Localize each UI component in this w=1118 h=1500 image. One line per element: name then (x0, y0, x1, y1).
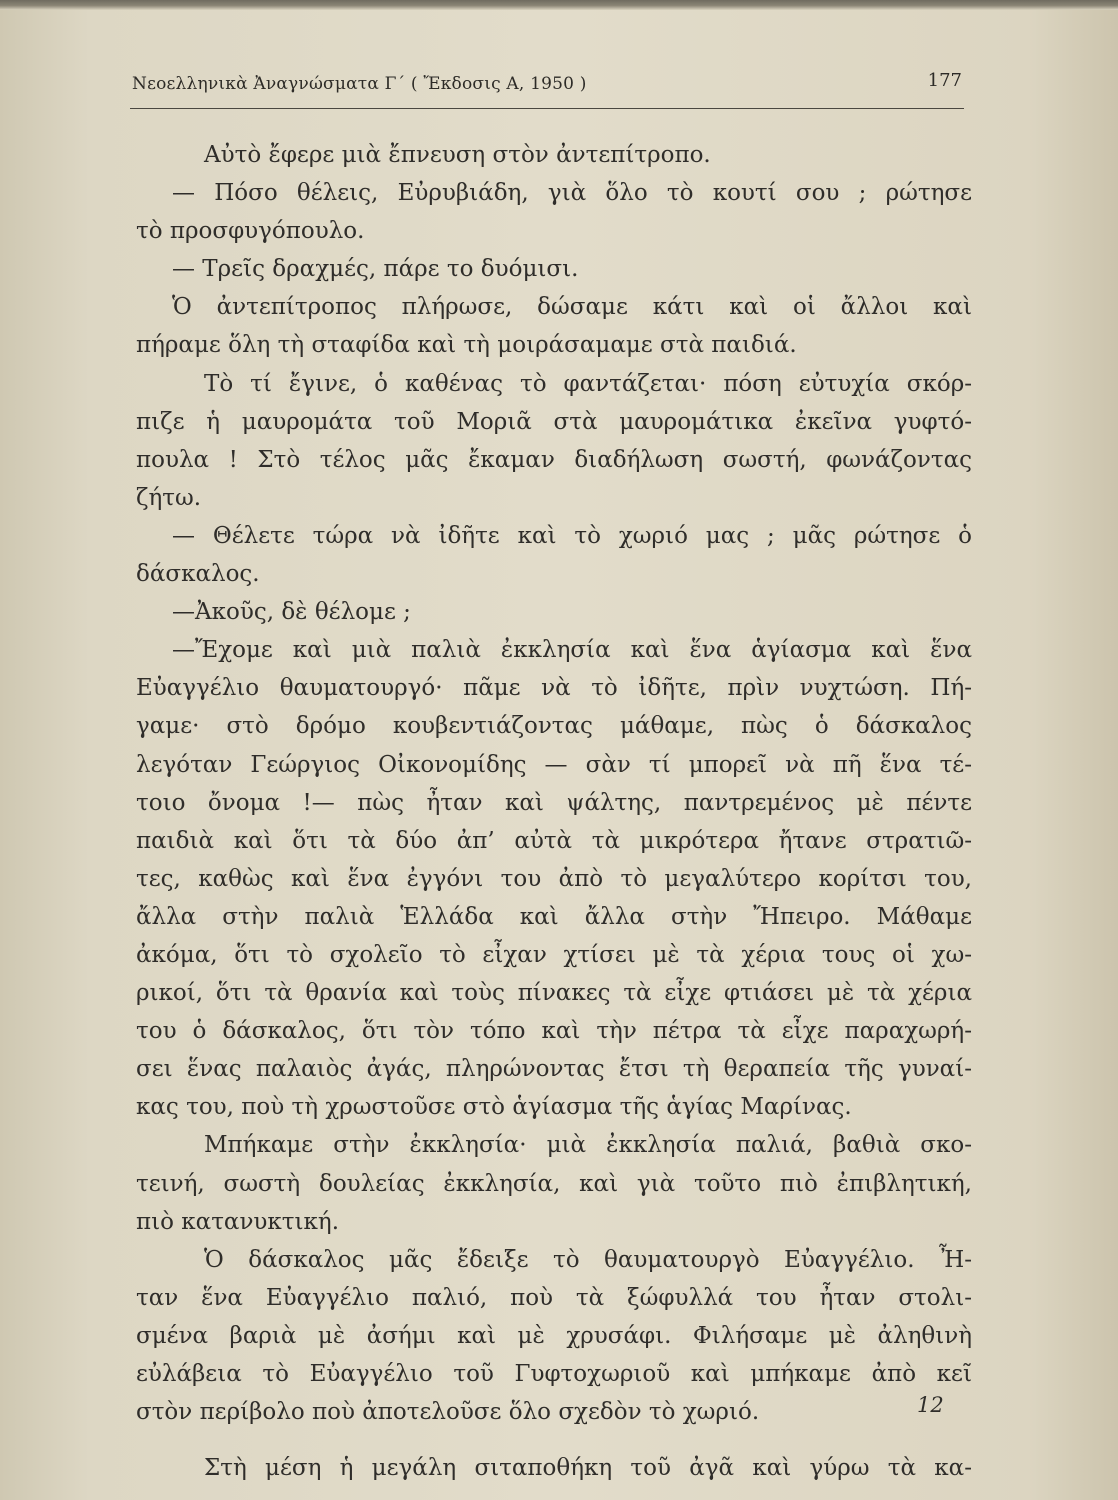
text-line: —Ἔχομε καὶ μιὰ παλιὰ ἐκκλησία καὶ ἕνα ἁγίασμα καὶ ἕνα (172, 637, 972, 664)
page-top-edge (0, 0, 1118, 10)
text-line: ἀκόμα, ὅτι τὸ σχολεῖο τὸ εἶχαν χτίσει μὲ τὰ χέρια τους οἱ χω- (136, 941, 972, 968)
text-line: ταν ἕνα Εὐαγγέλιο παλιό, ποὺ τὰ ξώφυλλά του ἦταν στολι- (136, 1284, 972, 1311)
text-line: —Ἀκοῦς, δὲ θέλομε ; (172, 599, 411, 626)
text-line: πουλα ! Στὸ τέλος μᾶς ἔκαμαν διαδήλωση σωστή, φωνάζοντας (136, 446, 972, 473)
text-line: Στὴ μέση ἡ μεγάλη σιταποθήκη τοῦ ἀγᾶ καὶ γύρω τὰ κα- (204, 1455, 972, 1482)
text-line: — Πόσο θέλεις, Εὐρυβιάδη, γιὰ ὅλο τὸ κουτί σου ; ρώτησε (172, 180, 972, 207)
text-line: τεινή, σωστὴ δουλείας ἐκκλησία, καὶ γιὰ τοῦτο πιὸ ἐπιβλητική, (136, 1170, 972, 1197)
text-line: κας του, ποὺ τὴ χρωστοῦσε στὸ ἁγίασμα τῆς ἁγίας Μαρίνας. (136, 1094, 852, 1121)
text-line: γαμε· στὸ δρόμο κουβεντιάζοντας μάθαμε, πὼς ὁ δάσκαλος (136, 713, 972, 740)
body-text (136, 136, 972, 1487)
text-line: ρικοί, ὅτι τὰ θρανία καὶ τοὺς πίνακες τὰ εἶχε φτιάσει μὲ τὰ χέρια (136, 980, 972, 1007)
text-line: ἄλλα στὴν παλιὰ Ἑλλάδα καὶ ἄλλα στὴν Ἤπειρο. Μάθαμε (136, 903, 972, 930)
text-line: — Τρεῖς δραχμές, πάρε το δυόμισι. (172, 256, 579, 283)
signature-mark: 12 (917, 1393, 944, 1417)
text-line: του ὁ δάσκαλος, ὅτι τὸν τόπο καὶ τὴν πέτρα τὰ εἶχε παραχωρή- (136, 1018, 972, 1045)
running-head: Νεοελληνικὰ Ἀναγνώσματα Γ΄ ( Ἔκδοσις Α, 1950 ) (132, 74, 587, 94)
text-line: Τὸ τί ἔγινε, ὁ καθένας τὸ φαντάζεται· πόση εὐτυχία σκόρ- (204, 370, 972, 397)
text-line: πήραμε ὅλη τὴ σταφίδα καὶ τὴ μοιράσαμαμε στὰ παιδιά. (136, 332, 797, 359)
page-number: 177 (927, 70, 962, 91)
text-line: λεγόταν Γεώργιος Οἰκονομίδης — σὰν τί μπορεῖ νὰ πῆ ἕνα τέ- (136, 751, 972, 778)
page-header (132, 70, 962, 104)
text-line: στὸν περίβολο ποὺ ἀποτελοῦσε ὅλο σχεδὸν τὸ χωριό. (136, 1399, 760, 1426)
text-line: Ὁ ἀντεπίτροπος πλήρωσε, δώσαμε κάτι καὶ οἱ ἄλλοι καὶ (172, 294, 972, 321)
text-line: τοιο ὄνομα !— πὼς ἦταν καὶ ψάλτης, παντρεμένος μὲ πέντε (136, 789, 972, 816)
text-line: σμένα βαριὰ μὲ ἀσήμι καὶ μὲ χρυσάφι. Φιλήσαμε μὲ ἀληθινὴ (136, 1322, 972, 1349)
text-line: ζήτω. (136, 484, 202, 511)
text-line: τὸ προσφυγόπουλο. (136, 218, 365, 245)
text-line: δάσκαλος. (136, 561, 260, 588)
text-line: Ὁ δάσκαλος μᾶς ἔδειξε τὸ θαυματουργὸ Εὐαγγέλιο. Ἦ- (204, 1246, 972, 1273)
text-line: τες, καθὼς καὶ ἕνα ἐγγόνι του ἀπὸ τὸ μεγαλύτερο κορίτσι του, (136, 865, 972, 892)
text-line: παιδιὰ καὶ ὅτι τὰ δύο ἀπ’ αὐτὰ τὰ μικρότερα ἤτανε στρατιῶ- (136, 827, 972, 854)
text-line: Εὐαγγέλιο θαυματουργό· πᾶμε νὰ τὸ ἰδῆτε, πρὶν νυχτώση. Πή- (136, 675, 972, 702)
text-line: εὐλάβεια τὸ Εὐαγγέλιο τοῦ Γυφτοχωριοῦ καὶ μπήκαμε ἀπὸ κεῖ (136, 1361, 972, 1387)
text-line: Μπήκαμε στὴν ἐκκλησία· μιὰ ἐκκλησία παλιά, βαθιὰ σκο- (204, 1132, 972, 1159)
text-line: πιζε ἡ μαυρομάτα τοῦ Μοριᾶ στὰ μαυρομάτικα ἐκεῖνα γυφτό- (136, 408, 972, 435)
text-line: — Θέλετε τώρα νὰ ἰδῆτε καὶ τὸ χωριό μας ; μᾶς ρώτησε ὁ (172, 522, 972, 549)
text-line: σει ἕνας παλαιὸς ἀγάς, πληρώνοντας ἔτσι τὴ θεραπεία τῆς γυναί- (136, 1056, 972, 1083)
text-line: Αὐτὸ ἔφερε μιὰ ἔπνευση στὸν ἀντεπίτροπο. (204, 142, 711, 168)
header-rule (130, 108, 964, 109)
text-line: πιὸ κατανυκτική. (136, 1208, 340, 1235)
